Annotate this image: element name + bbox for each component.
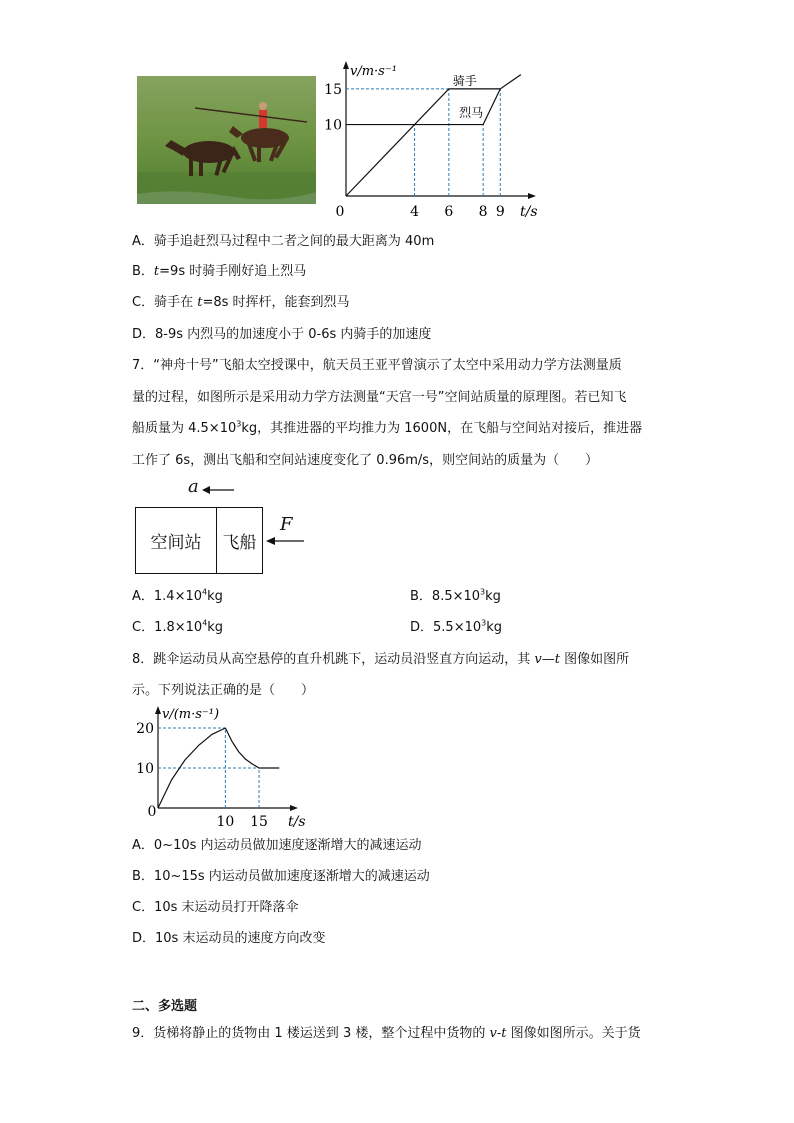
q7-option-c[interactable] (132, 618, 223, 638)
option-var: t (197, 295, 203, 310)
q8-option-d[interactable] (132, 929, 325, 949)
q7-option-b[interactable] (410, 587, 501, 607)
option-letter: A． (132, 838, 154, 853)
force-arrow-icon (266, 535, 306, 547)
q6-option-b[interactable] (132, 262, 306, 282)
q7-option-d[interactable] (410, 618, 502, 638)
option-value: 1.8×10 (154, 620, 203, 635)
q6-option-c[interactable] (132, 293, 350, 313)
y-axis-label: v/m·s⁻¹ (350, 64, 397, 79)
option-text-pre: 骑手在 (154, 295, 198, 310)
option-text: =9s 时骑手刚好追上烈马 (159, 264, 307, 279)
option-text: 0~10s 内运动员做加速度逐渐增大的减速运动 (153, 838, 422, 853)
option-text: =8s 时挥杆，能套到烈马 (202, 295, 350, 310)
spaceship-block: 飞船 (222, 533, 257, 553)
option-var: t (153, 264, 160, 279)
option-value: 1.4×10 (153, 589, 203, 604)
q8-text: 8．跳伞运动员从高空悬停的直升机跳下，运动员沿竖直方向运动，其 (132, 652, 535, 667)
option-letter: A． (132, 234, 154, 249)
option-exponent: 3 (481, 618, 487, 628)
section-heading-multi-choice: 二、多选题 (132, 999, 198, 1014)
q6-option-d[interactable] (132, 325, 431, 345)
q8-text: 图像如图所 (559, 652, 630, 667)
q9-text: 图像如图所示。关于货 (506, 1026, 641, 1041)
x-tick-label: 10 (216, 814, 235, 830)
q7-text: kg，其推进器的平均推力为 1600N，在飞船与空间站对接后，推进器 (241, 421, 643, 436)
option-text: 10s 末运动员打开降落伞 (154, 900, 299, 915)
q8-stem-line1 (132, 650, 629, 670)
acceleration-label: a (188, 476, 199, 497)
series-label-rider: 骑手 (452, 73, 477, 88)
option-letter: B． (132, 869, 154, 884)
force-label: F (280, 514, 293, 535)
q8-var: v—t (534, 652, 560, 667)
x-axis-arrow-icon (528, 193, 536, 199)
x-tick-label: 8 (478, 204, 488, 220)
horse-photo-illustration (137, 76, 316, 204)
option-letter: D． (410, 620, 434, 635)
q7-stem-line4: 工作了 6s，测出飞船和空间站速度变化了 0.96m/s，则空间站的质量为（ ） (132, 453, 599, 468)
option-letter: C． (132, 295, 155, 310)
option-letter: A． (132, 589, 154, 604)
option-unit: kg (207, 589, 223, 604)
q7-exponent: 3 (236, 419, 242, 429)
y-axis-arrow-icon (343, 61, 349, 69)
y-axis-arrow-icon (155, 706, 161, 714)
q9-text: 9．货梯将静止的货物由 1 楼运送到 3 楼，整个过程中货物的 (132, 1026, 490, 1041)
horse-rider-photo (137, 76, 316, 204)
option-value: 8.5×10 (431, 589, 481, 604)
option-letter: D． (132, 931, 156, 946)
q8-stem-line2: 示。下列说法正确的是（ ） (132, 683, 315, 698)
acceleration-arrow-icon (202, 484, 236, 496)
option-text: 10s 末运动员的速度方向改变 (155, 931, 326, 946)
x-tick-label: 4 (410, 204, 420, 220)
q9-var: v-t (489, 1026, 507, 1041)
x-tick-label: 0 (147, 804, 157, 820)
option-unit: kg (207, 620, 224, 635)
series-label-horse: 烈马 (459, 105, 484, 120)
y-tick-label: 10 (136, 761, 154, 777)
q8-option-c[interactable] (132, 898, 299, 918)
parachute-vt-graph (132, 704, 306, 830)
q9-stem-line1 (132, 1024, 641, 1044)
option-exponent: 3 (480, 587, 486, 597)
option-letter: D． (132, 327, 156, 342)
option-text: 骑手追赶烈马过程中二者之间的最大距离为 40m (153, 234, 435, 249)
q7-stem-line2: 量的过程，如图所示是采用动力学方法测量“天宫一号”空间站质量的原理图。若已知飞 (132, 390, 627, 405)
y-tick-label: 10 (324, 117, 342, 134)
station-ship-diagram (134, 474, 314, 578)
option-letter: C． (132, 900, 155, 915)
y-tick-label: 20 (136, 721, 154, 737)
x-tick-label: 15 (250, 814, 268, 830)
x-axis-label: t/s (288, 814, 306, 830)
q8-option-a[interactable] (132, 836, 422, 856)
x-axis-arrow-icon (290, 805, 298, 811)
x-tick-label: 6 (444, 204, 454, 220)
combined-body-box (135, 507, 263, 574)
q7-option-a[interactable] (132, 587, 223, 607)
option-text: 8-9s 内烈马的加速度小于 0-6s 内骑手的加速度 (155, 327, 432, 342)
option-value: 5.5×10 (433, 620, 482, 635)
rider-horse-vt-graph (320, 64, 538, 220)
option-exponent: 4 (202, 587, 208, 597)
series-line-1 (346, 75, 521, 125)
option-letter: B． (410, 589, 432, 604)
option-unit: kg (486, 620, 502, 635)
option-letter: C． (132, 620, 155, 635)
x-axis-label: t/s (520, 204, 538, 220)
option-letter: B． (132, 264, 154, 279)
option-unit: kg (485, 589, 501, 604)
x-tick-label: 0 (335, 204, 345, 220)
q7-stem-line3 (132, 419, 642, 439)
space-station-block: 空间站 (136, 508, 217, 573)
q7-text: 船质量为 4.5×10 (132, 421, 237, 436)
q7-stem-line1: 7．“神舟十号”飞船太空授课中，航天员王亚平曾演示了太空中采用动力学方法测量质 (132, 358, 622, 373)
y-axis-label: v/(m·s⁻¹) (162, 707, 220, 722)
q8-option-b[interactable] (132, 867, 430, 887)
option-exponent: 4 (202, 618, 208, 628)
option-text: 10~15s 内运动员做加速度逐渐增大的减速运动 (153, 869, 430, 884)
x-tick-label: 9 (495, 204, 505, 220)
q6-option-a[interactable] (132, 232, 434, 252)
y-tick-label: 15 (324, 81, 342, 98)
